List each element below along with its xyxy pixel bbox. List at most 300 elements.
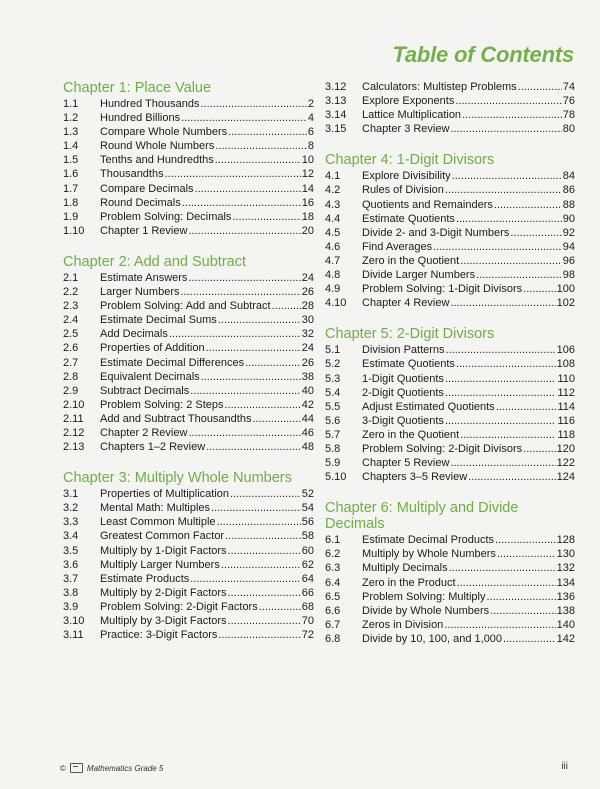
lesson-number: 1.10	[63, 224, 85, 237]
lesson-number: 2.2	[63, 286, 79, 299]
lesson-title: 3-Digit Quotients	[362, 414, 444, 427]
toc-entry	[63, 586, 314, 600]
lesson-number: 4.5	[325, 226, 341, 239]
toc-entry	[325, 533, 575, 547]
page-ref: 108	[556, 358, 575, 371]
dot-leader	[460, 254, 562, 268]
dot-leader	[496, 400, 557, 414]
lesson-number: 1.4	[63, 140, 79, 153]
dot-leader	[445, 386, 557, 400]
page-ref: 54	[301, 502, 314, 515]
page-ref: 10	[301, 154, 314, 167]
page-ref: 106	[556, 344, 575, 357]
lesson-title: Problem Solving: 2-Digit Factors	[100, 600, 258, 613]
lesson-number: 2.10	[63, 398, 85, 411]
toc-entry	[63, 299, 314, 313]
lesson-number: 6.7	[325, 618, 341, 631]
lesson-title: Properties of Multiplication	[100, 488, 230, 501]
lesson-title: Chapter 4 Review	[362, 297, 450, 310]
lesson-number: 3.12	[325, 81, 347, 93]
dot-leader	[232, 210, 300, 224]
page-ref: 90	[562, 212, 575, 225]
lesson-title: Tenths and Hundredths	[100, 154, 214, 167]
toc-entry	[325, 618, 575, 632]
dot-leader	[225, 529, 301, 543]
dot-leader	[487, 590, 556, 604]
lesson-number: 3.7	[63, 572, 79, 585]
toc-entry	[325, 212, 575, 226]
page-ref: 134	[556, 576, 575, 589]
lesson-number: 3.11	[63, 629, 84, 642]
page-ref: 6	[307, 126, 314, 139]
lesson-number: 4.9	[325, 283, 341, 296]
dot-leader	[169, 327, 301, 341]
lesson-number: 2.12	[63, 426, 85, 439]
dot-leader	[206, 440, 301, 454]
toc-entry	[325, 183, 575, 197]
dot-leader	[217, 515, 301, 529]
dot-leader	[445, 372, 557, 386]
dot-leader	[201, 370, 301, 384]
lesson-number: 6.2	[325, 548, 341, 561]
toc-entry	[325, 296, 575, 310]
toc-entry	[63, 153, 314, 167]
page-ref: 20	[301, 224, 314, 237]
page-ref: 30	[301, 314, 314, 327]
page-ref: 88	[562, 198, 575, 211]
lesson-number: 2.1	[63, 271, 79, 284]
lesson-title: Estimate Products	[100, 572, 190, 585]
lesson-number: 3.14	[325, 109, 347, 122]
page-ref: 94	[562, 240, 575, 253]
dot-leader	[180, 285, 300, 299]
toc-entry	[63, 501, 314, 515]
lesson-number: 3.9	[63, 600, 79, 613]
page-ref: 62	[301, 558, 314, 571]
lesson-title: Subtract Decimals	[100, 384, 190, 397]
lesson-number: 1.3	[63, 126, 79, 139]
dot-leader	[523, 442, 555, 456]
page-ref: 56	[301, 516, 314, 529]
lesson-number: 4.7	[325, 254, 341, 267]
page-ref: 38	[301, 370, 314, 383]
toc-entry	[325, 122, 575, 136]
page-ref: 26	[301, 356, 314, 369]
toc-entry	[325, 400, 575, 414]
page-ref: 68	[301, 600, 314, 613]
lesson-number: 2.9	[63, 384, 79, 397]
page-ref: 48	[301, 441, 314, 454]
lesson-number: 1.6	[63, 168, 79, 181]
page-ref: 140	[556, 618, 575, 631]
toc-entry	[63, 196, 314, 210]
dot-leader	[259, 600, 301, 614]
lesson-number: 6.1	[325, 534, 341, 547]
toc-entry	[325, 547, 575, 561]
toc-entry	[325, 198, 575, 212]
lesson-title: Equivalent Decimals	[100, 370, 200, 383]
lesson-number: 3.13	[325, 95, 347, 108]
dot-leader	[494, 198, 562, 212]
dot-leader	[476, 268, 562, 282]
toc-entry	[325, 632, 575, 646]
dot-leader	[215, 139, 307, 153]
page-ref: 24	[301, 271, 314, 284]
dot-leader	[503, 632, 556, 646]
page-ref: 80	[562, 123, 575, 136]
lesson-title: Chapters 1–2 Review	[100, 441, 206, 454]
lesson-title: Divide by Whole Numbers	[362, 604, 490, 617]
lesson-number: 5.10	[325, 471, 347, 484]
lesson-title: Multiply Decimals	[362, 562, 448, 575]
lesson-title: Hundred Billions	[100, 112, 181, 125]
toc-entry	[325, 169, 575, 183]
lesson-title: Properties of Addition	[100, 342, 205, 355]
lesson-title: Estimate Answers	[100, 271, 188, 284]
dot-leader	[523, 282, 555, 296]
dot-leader	[252, 412, 300, 426]
dot-leader	[450, 296, 555, 310]
dot-leader	[195, 182, 301, 196]
lesson-title: Divide Larger Numbers	[362, 269, 476, 282]
lesson-number: 2.3	[63, 300, 79, 313]
lesson-number: 2.5	[63, 328, 79, 341]
lesson-number: 1.5	[63, 154, 79, 167]
toc-entry	[63, 628, 314, 642]
toc-entry	[325, 456, 575, 470]
lesson-title: Mental Math: Multiples	[100, 502, 211, 515]
lesson-number: 2.6	[63, 342, 79, 355]
lesson-title: Zeros in Division	[362, 618, 444, 631]
dot-leader	[245, 356, 301, 370]
page-ref: 70	[301, 615, 314, 627]
dot-leader	[456, 212, 562, 226]
page-ref: 128	[556, 534, 575, 547]
page-ref: 132	[556, 562, 575, 575]
toc-entry	[63, 600, 314, 614]
dot-leader	[190, 572, 300, 586]
lesson-number: 3.4	[63, 530, 79, 543]
toc-entry	[325, 470, 575, 484]
toc-entry	[325, 414, 575, 428]
toc-entry	[325, 604, 575, 618]
lesson-number: 5.6	[325, 414, 341, 427]
page-ref: 14	[301, 182, 314, 195]
dot-leader	[228, 586, 301, 600]
page-ref: 78	[562, 109, 575, 122]
toc-entry	[63, 271, 314, 285]
copyright-symbol: ©	[60, 763, 66, 773]
toc-entry	[63, 398, 314, 412]
lesson-title: Thousandths	[100, 168, 164, 181]
toc-entry	[325, 357, 575, 371]
lesson-title: Find Averages	[362, 240, 433, 253]
lesson-number: 1.9	[63, 210, 79, 223]
dot-leader	[452, 169, 562, 183]
dot-leader	[446, 343, 556, 357]
chapter-heading: Chapter 6: Multiply and Divide Decimals	[325, 500, 519, 533]
dot-leader	[445, 183, 562, 197]
toc-entry	[63, 572, 314, 586]
page-ref: 16	[301, 196, 314, 209]
page-ref: 4	[307, 112, 314, 125]
dot-leader	[218, 313, 301, 327]
toc-entry	[325, 108, 575, 122]
toc-right-column	[325, 80, 575, 646]
lesson-number: 5.4	[325, 386, 341, 399]
toc-entry	[63, 182, 314, 196]
dot-leader	[433, 240, 562, 254]
dot-leader	[221, 558, 301, 572]
dot-leader	[188, 224, 300, 238]
dot-leader	[450, 122, 561, 136]
toc-entry	[63, 529, 314, 543]
dot-leader	[206, 341, 301, 355]
dot-leader	[228, 614, 301, 628]
lesson-number: 5.9	[325, 457, 341, 470]
lesson-title: Quotients and Remainders	[362, 198, 493, 211]
page-ref: 74	[562, 81, 575, 93]
page-ref: 84	[562, 170, 575, 183]
chapter-heading: Chapter 1: Place Value	[63, 80, 212, 96]
page-ref: 124	[556, 471, 575, 484]
page-title: Table of Contents	[392, 42, 574, 67]
lesson-number: 6.8	[325, 632, 341, 645]
lesson-number: 4.8	[325, 269, 341, 282]
lesson-title: Zero in the Product	[362, 576, 456, 589]
dot-leader	[188, 426, 300, 440]
toc-entry	[325, 282, 575, 296]
dot-leader	[218, 628, 300, 642]
lesson-title: Multiply by 2-Digit Factors	[100, 586, 227, 599]
lesson-title: Rules of Division	[362, 184, 444, 197]
toc-entry	[325, 590, 575, 604]
publisher-logo-icon	[70, 763, 83, 773]
dot-leader	[444, 618, 555, 632]
lesson-title: Zero in the Quotient	[362, 254, 460, 267]
lesson-number: 2.4	[63, 314, 79, 327]
lesson-number: 6.6	[325, 604, 341, 617]
page-ref: 142	[556, 632, 575, 645]
toc-entry	[325, 386, 575, 400]
lesson-title: Problem Solving: Add and Subtract	[100, 300, 271, 313]
toc-left-column	[63, 80, 314, 642]
lesson-title: Problem Solving: 2-Digit Divisors	[362, 442, 523, 455]
dot-leader	[200, 97, 306, 111]
lesson-number: 6.4	[325, 576, 341, 589]
lesson-number: 5.3	[325, 372, 341, 385]
lesson-title: Chapter 5 Review	[362, 457, 450, 470]
lesson-number: 3.8	[63, 586, 79, 599]
page-ref: 72	[301, 629, 314, 642]
page-ref: 42	[301, 398, 314, 411]
lesson-number: 2.11	[63, 412, 84, 425]
lesson-number: 3.3	[63, 516, 79, 529]
lesson-number: 3.2	[63, 502, 79, 515]
page-ref: 12	[301, 168, 314, 181]
lesson-title: Division Patterns	[362, 344, 445, 357]
lesson-number: 5.2	[325, 358, 341, 371]
page-ref: 96	[562, 254, 575, 267]
toc-entry	[63, 341, 314, 355]
lesson-number: 4.6	[325, 240, 341, 253]
page-ref: 118	[557, 428, 575, 441]
lesson-number: 3.10	[63, 615, 85, 627]
page-ref: 76	[562, 95, 575, 108]
dot-leader	[462, 108, 562, 122]
dot-leader	[495, 533, 556, 547]
dot-leader	[497, 547, 556, 561]
lesson-title: 2-Digit Quotients	[362, 386, 444, 399]
toc-entry	[63, 370, 314, 384]
lesson-title: Add Decimals	[100, 328, 168, 341]
dot-leader	[518, 80, 562, 94]
toc-entry	[325, 428, 575, 442]
lesson-title: Multiply by 1-Digit Factors	[100, 544, 227, 557]
lesson-title: Problem Solving: 1-Digit Divisors	[362, 283, 523, 296]
lesson-title: Practice: 3-Digit Factors	[100, 629, 218, 642]
lesson-title: Round Decimals	[100, 196, 181, 209]
dot-leader	[190, 384, 300, 398]
lesson-title: 1-Digit Quotients	[362, 372, 444, 385]
lesson-title: Multiply Larger Numbers	[100, 558, 220, 571]
page-ref: 8	[307, 140, 314, 153]
toc-entry	[63, 285, 314, 299]
toc-entry	[63, 313, 314, 327]
page-ref: 130	[556, 548, 575, 561]
toc-entry	[63, 440, 314, 454]
lesson-title: Chapter 1 Review	[100, 224, 188, 237]
page-ref: 52	[301, 488, 314, 501]
lesson-title: Divide by 10, 100, and 1,000	[362, 632, 503, 645]
chapter-heading: Chapter 4: 1-Digit Divisors	[325, 152, 495, 169]
toc-entry	[63, 356, 314, 370]
page-ref: 110	[557, 372, 575, 385]
dot-leader	[230, 487, 301, 501]
lesson-title: Adjust Estimated Quotients	[362, 400, 495, 413]
page-ref: 92	[562, 226, 575, 239]
lesson-title: Estimate Decimal Products	[362, 534, 495, 547]
toc-entry	[63, 111, 314, 125]
toc-entry	[325, 226, 575, 240]
toc-entry	[63, 558, 314, 572]
toc-entry	[63, 614, 314, 628]
dot-leader	[225, 398, 301, 412]
lesson-title: Multiply by 3-Digit Factors	[100, 615, 227, 627]
lesson-number: 4.4	[325, 212, 341, 225]
toc-entry	[325, 343, 575, 357]
lesson-title: Lattice Multiplication	[362, 109, 462, 122]
dot-leader	[215, 153, 301, 167]
lesson-number: 6.5	[325, 590, 341, 603]
page-ref: 66	[301, 586, 314, 599]
dot-leader	[456, 357, 556, 371]
lesson-number: 1.8	[63, 196, 79, 209]
dot-leader	[445, 414, 557, 428]
page-ref: 46	[301, 426, 314, 439]
page-ref: 28	[301, 300, 314, 313]
page-ref: 138	[556, 604, 575, 617]
page-ref: 136	[556, 590, 575, 603]
toc-entry	[63, 224, 314, 238]
lesson-number: 3.6	[63, 558, 79, 571]
dot-leader	[188, 271, 300, 285]
lesson-number: 4.2	[325, 184, 341, 197]
lesson-number: 1.7	[63, 182, 79, 195]
toc-entry	[63, 97, 314, 111]
chapter-heading: Chapter 2: Add and Subtract	[63, 253, 246, 270]
page-ref: 32	[301, 328, 314, 341]
chapter-heading: Chapter 3: Multiply Whole Numbers	[63, 470, 292, 487]
lesson-title: Chapter 2 Review	[100, 426, 188, 439]
toc-entry	[63, 210, 314, 224]
toc-entry	[325, 240, 575, 254]
toc-entry	[63, 515, 314, 529]
dot-leader	[510, 226, 561, 240]
dot-leader	[272, 299, 301, 313]
page-ref: 40	[301, 384, 314, 397]
toc-entry	[63, 487, 314, 501]
lesson-number: 4.10	[325, 297, 347, 310]
lesson-number: 3.5	[63, 544, 79, 557]
toc-entry	[63, 412, 314, 426]
dot-leader	[490, 604, 555, 618]
toc-entry	[63, 426, 314, 440]
lesson-title: Hundred Thousands	[100, 98, 200, 110]
lesson-number: 4.3	[325, 198, 341, 211]
toc-entry	[63, 139, 314, 153]
toc-entry	[325, 442, 575, 456]
lesson-number: 1.1	[63, 98, 79, 110]
lesson-title: Estimate Quotients	[362, 358, 455, 371]
dot-leader	[228, 544, 301, 558]
dot-leader	[211, 501, 301, 515]
toc-entry	[325, 94, 575, 108]
lesson-number: 5.8	[325, 442, 341, 455]
lesson-title: Compare Whole Numbers	[100, 126, 228, 139]
lesson-title: Divide 2- and 3-Digit Numbers	[362, 226, 510, 239]
page-ref: 114	[557, 400, 575, 413]
toc-entry	[325, 80, 575, 94]
page-ref: 18	[301, 210, 314, 223]
lesson-title: Round Whole Numbers	[100, 140, 215, 153]
lesson-title: Estimate Quotients	[362, 212, 455, 225]
page-ref: 122	[556, 457, 575, 470]
chapter-heading: Chapter 5: 2-Digit Divisors	[325, 326, 495, 343]
dot-leader	[450, 456, 555, 470]
dot-leader	[228, 125, 307, 139]
dot-leader	[165, 167, 301, 181]
page-ref: 60	[301, 544, 314, 557]
lesson-number: 5.5	[325, 400, 341, 413]
page-ref: 102	[556, 297, 575, 310]
lesson-title: Compare Decimals	[100, 182, 194, 195]
lesson-title: Greatest Common Factor	[100, 530, 225, 543]
page-ref: 116	[557, 414, 575, 427]
lesson-title: Chapter 3 Review	[362, 123, 450, 136]
dot-leader	[449, 561, 556, 575]
page-ref: 64	[301, 572, 314, 585]
lesson-title: Add and Subtract Thousandths	[100, 412, 252, 425]
page-ref: 86	[562, 184, 575, 197]
lesson-title: Larger Numbers	[100, 286, 180, 299]
lesson-title: Chapters 3–5 Review	[362, 471, 468, 484]
dot-leader	[455, 94, 561, 108]
page-ref: 24	[301, 342, 314, 355]
book-title: Mathematics Grade 5	[86, 763, 164, 773]
lesson-number: 6.3	[325, 562, 341, 575]
lesson-title: Explore Divisibility	[362, 170, 451, 183]
